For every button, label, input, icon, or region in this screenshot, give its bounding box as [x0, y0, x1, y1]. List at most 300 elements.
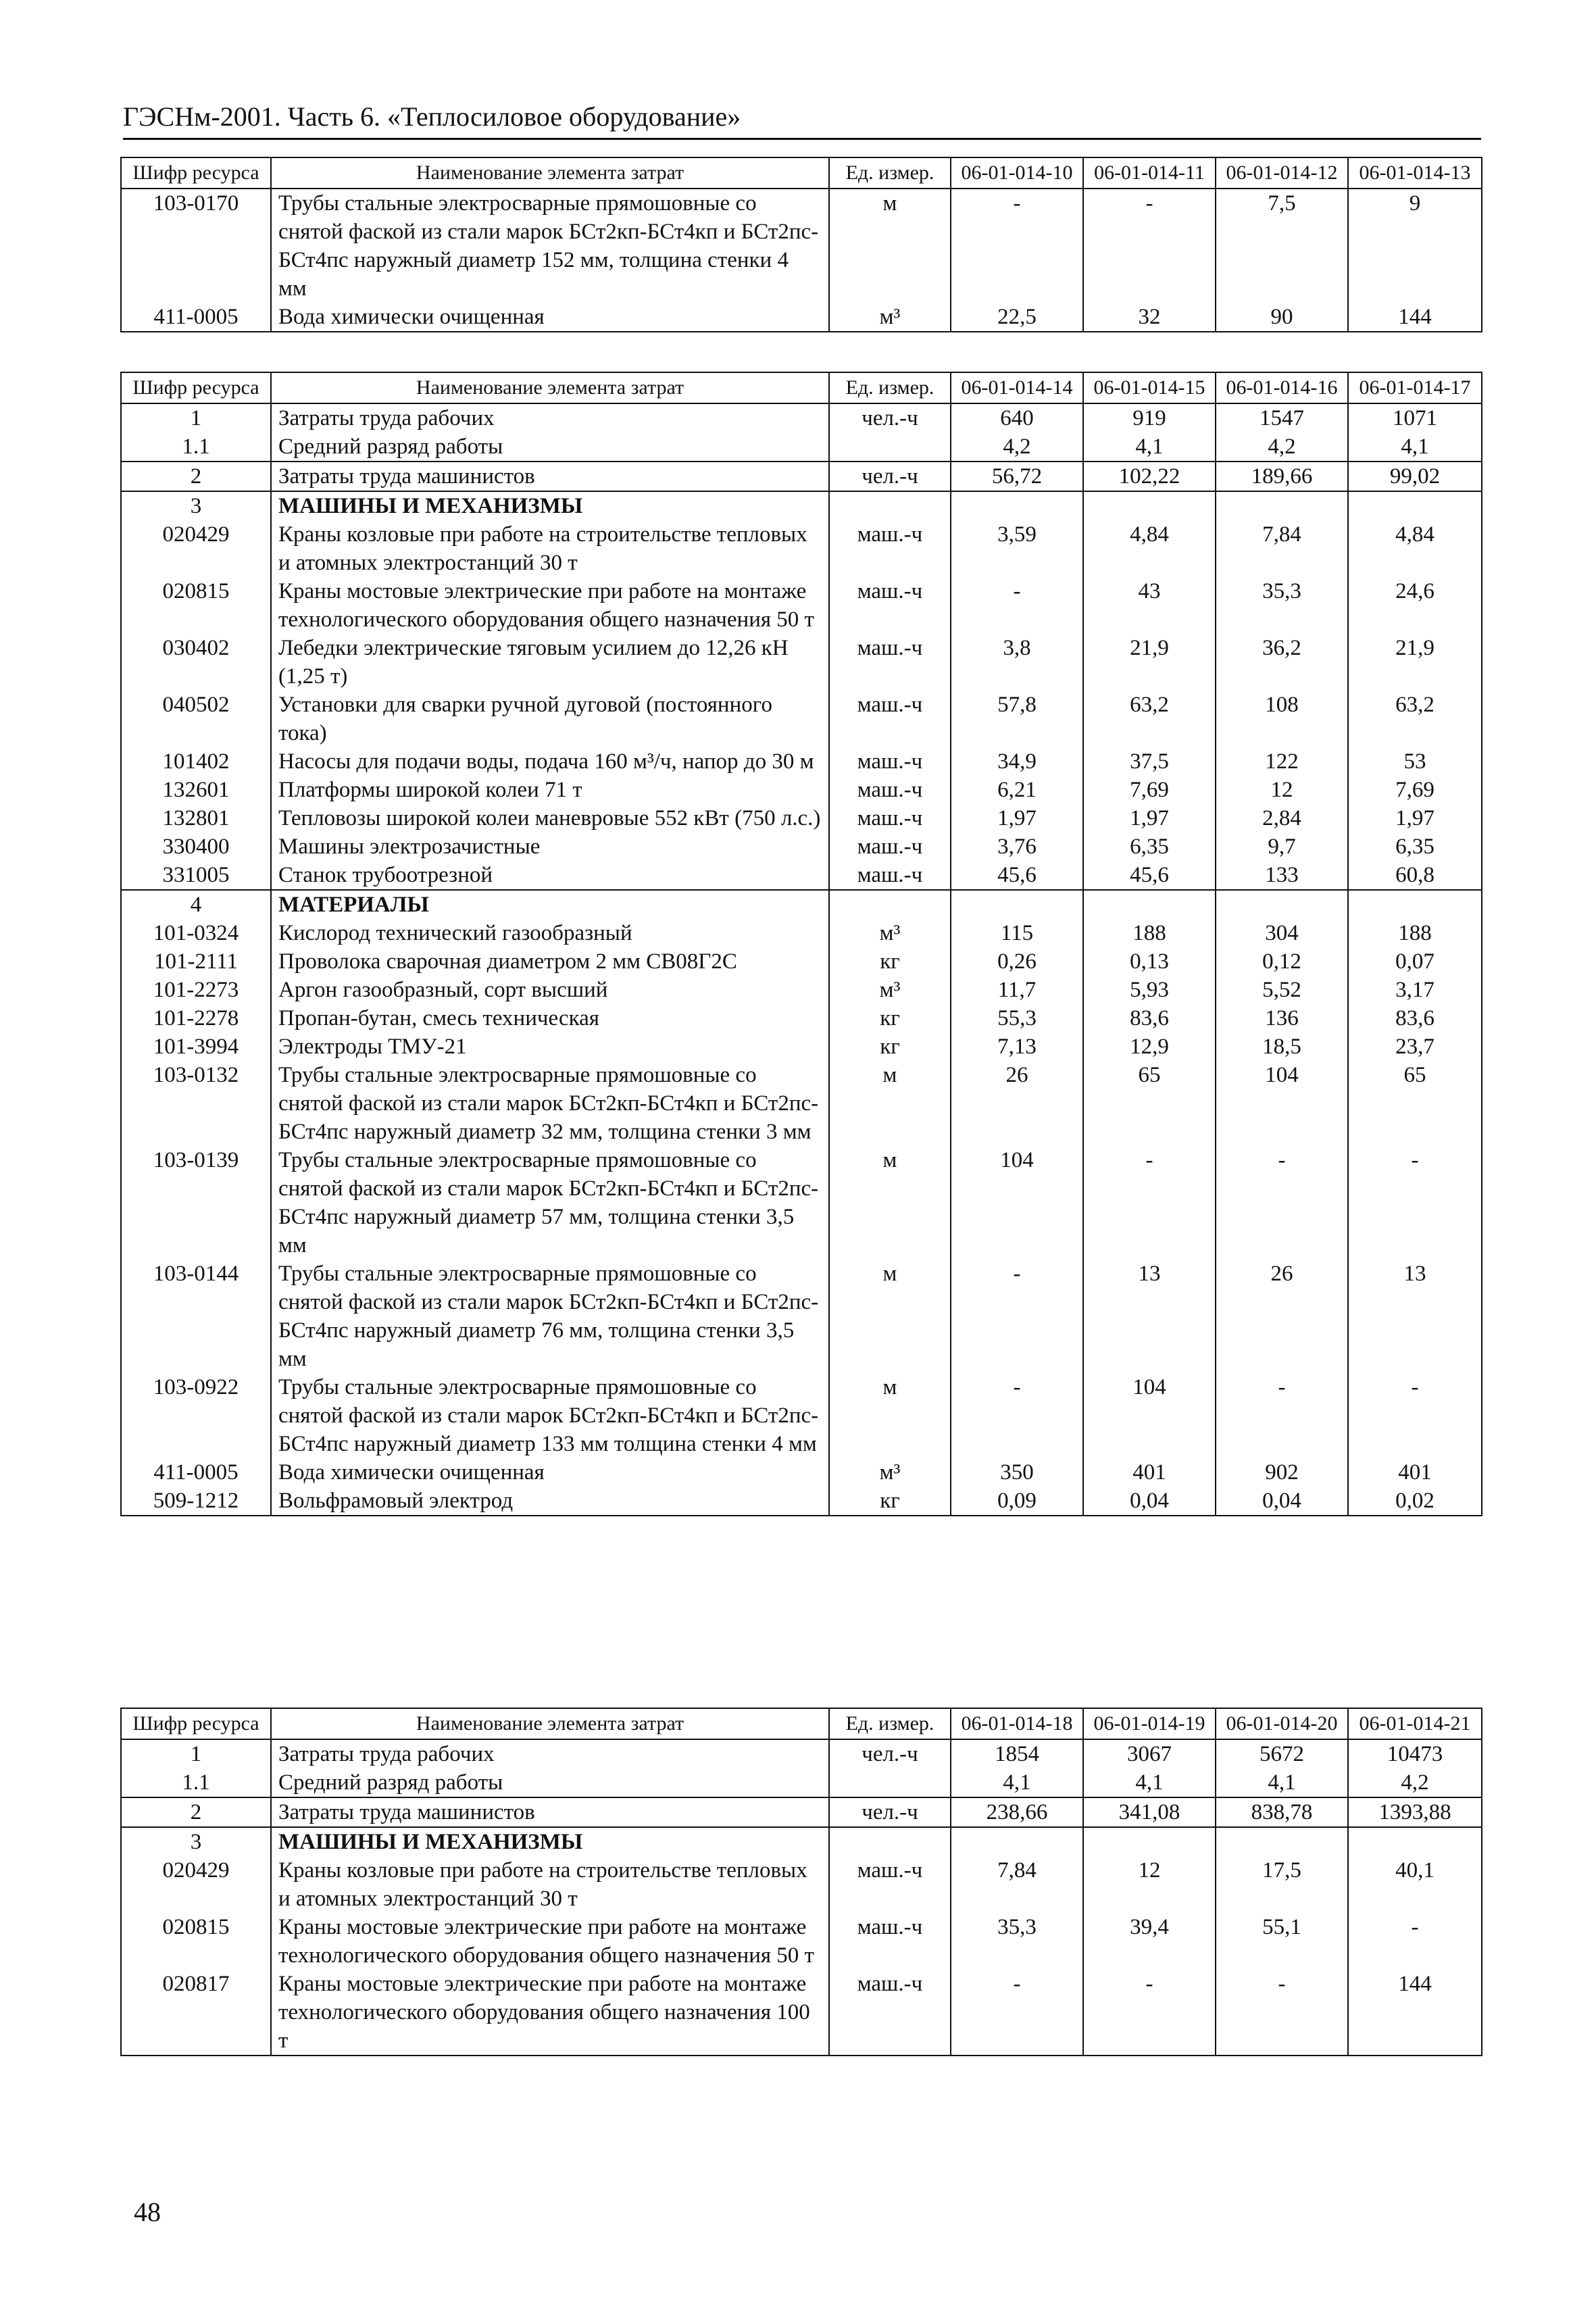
- value-cell: 902: [1216, 1458, 1348, 1487]
- value-cell: 4,1: [951, 1768, 1083, 1797]
- value-cell: 1,97: [1083, 804, 1216, 832]
- value-cell: 7,69: [1083, 776, 1216, 804]
- table-header-row: [121, 372, 1482, 403]
- unit-of-measure: кг: [829, 1487, 951, 1516]
- unit-of-measure: м: [829, 1260, 951, 1373]
- resource-code: 1: [121, 1739, 271, 1768]
- value-cell: 3067: [1083, 1739, 1216, 1768]
- table-row: [121, 747, 1482, 776]
- value-cell: 115: [951, 919, 1083, 947]
- value-cell: -: [1348, 1373, 1482, 1458]
- value-cell: [1348, 1827, 1482, 1856]
- resource-code: 020429: [121, 520, 271, 577]
- value-cell: 65: [1083, 1061, 1216, 1146]
- value-cell: 7,84: [951, 1856, 1083, 1913]
- value-cell: -: [1083, 1146, 1216, 1260]
- unit-of-measure: чел.-ч: [829, 462, 951, 491]
- value-cell: 83,6: [1348, 1004, 1482, 1032]
- resource-name: Вода химически очищенная: [271, 303, 829, 332]
- value-cell: [951, 890, 1083, 919]
- resource-name: Затраты труда рабочих: [271, 403, 829, 432]
- header-col: 06-01-014-19: [1083, 1708, 1216, 1739]
- value-cell: 32: [1083, 303, 1216, 332]
- table-row: [121, 303, 1482, 332]
- table-header-row: [121, 1708, 1482, 1739]
- value-cell: 11,7: [951, 976, 1083, 1004]
- resource-code: 509-1212: [121, 1487, 271, 1516]
- value-cell: 21,9: [1083, 634, 1216, 691]
- unit-of-measure: маш.-ч: [829, 1856, 951, 1913]
- value-cell: 108: [1216, 691, 1348, 747]
- value-cell: -: [1216, 1373, 1348, 1458]
- value-cell: 9,7: [1216, 832, 1348, 861]
- header-unit: Ед. измер.: [829, 157, 951, 189]
- resource-code: 331005: [121, 861, 271, 890]
- value-cell: 104: [951, 1146, 1083, 1260]
- value-cell: -: [1348, 1146, 1482, 1260]
- header-col: 06-01-014-17: [1348, 372, 1482, 403]
- value-cell: -: [951, 1373, 1083, 1458]
- value-cell: 122: [1216, 747, 1348, 776]
- value-cell: 4,84: [1348, 520, 1482, 577]
- resource-code: 101402: [121, 747, 271, 776]
- table-row: [121, 776, 1482, 804]
- resource-code: 1.1: [121, 432, 271, 462]
- value-cell: 83,6: [1083, 1004, 1216, 1032]
- value-cell: 2,84: [1216, 804, 1348, 832]
- value-cell: 3,59: [951, 520, 1083, 577]
- value-cell: [1216, 1827, 1348, 1856]
- value-cell: 6,35: [1348, 832, 1482, 861]
- value-cell: 136: [1216, 1004, 1348, 1032]
- value-cell: 304: [1216, 919, 1348, 947]
- value-cell: -: [951, 577, 1083, 634]
- header-col: 06-01-014-11: [1083, 157, 1216, 189]
- value-cell: 3,76: [951, 832, 1083, 861]
- resource-code: 3: [121, 1827, 271, 1856]
- table-row: [121, 1739, 1482, 1768]
- value-cell: 90: [1216, 303, 1348, 332]
- header-col: 06-01-014-10: [951, 157, 1083, 189]
- resource-name: Платформы широкой колеи 71 т: [271, 776, 829, 804]
- unit-of-measure: м³: [829, 1458, 951, 1487]
- resource-name: Вольфрамовый электрод: [271, 1487, 829, 1516]
- value-cell: 144: [1348, 1970, 1482, 2056]
- table-row: [121, 432, 1482, 462]
- table-row: [121, 1458, 1482, 1487]
- value-cell: 13: [1348, 1260, 1482, 1373]
- value-cell: 10473: [1348, 1739, 1482, 1768]
- value-cell: 3,17: [1348, 976, 1482, 1004]
- unit-of-measure: кг: [829, 1004, 951, 1032]
- table-row: [121, 403, 1482, 432]
- table-row: [121, 1373, 1482, 1458]
- resource-code: 132601: [121, 776, 271, 804]
- resource-name: Трубы стальные электросварные прямошовные со снятой фаской из стали марок БСт2кп-БСт4кп и БСт2пс-БСт4пс наружный диаметр 76 мм, толщина стенки 3,5 мм: [271, 1260, 829, 1373]
- header-unit: Ед. измер.: [829, 372, 951, 403]
- value-cell: 60,8: [1348, 861, 1482, 890]
- value-cell: [1348, 491, 1482, 520]
- table-row: [121, 1913, 1482, 1970]
- resource-code: 101-2278: [121, 1004, 271, 1032]
- value-cell: [1083, 1827, 1216, 1856]
- table-row: [121, 947, 1482, 976]
- resource-code: 030402: [121, 634, 271, 691]
- value-cell: 4,1: [1083, 432, 1216, 462]
- resource-name: Установки для сварки ручной дуговой (постоянного тока): [271, 691, 829, 747]
- value-cell: 838,78: [1216, 1797, 1348, 1827]
- resource-code: 2: [121, 1797, 271, 1827]
- value-cell: 21,9: [1348, 634, 1482, 691]
- resource-name: Аргон газообразный, сорт высший: [271, 976, 829, 1004]
- unit-of-measure: м³: [829, 976, 951, 1004]
- value-cell: 1547: [1216, 403, 1348, 432]
- unit-of-measure: маш.-ч: [829, 747, 951, 776]
- value-cell: 22,5: [951, 303, 1083, 332]
- value-cell: 35,3: [951, 1913, 1083, 1970]
- unit-of-measure: [829, 491, 951, 520]
- resource-name: Тепловозы широкой колеи маневровые 552 кВт (750 л.с.): [271, 804, 829, 832]
- table-row: [121, 919, 1482, 947]
- unit-of-measure: маш.-ч: [829, 1970, 951, 2056]
- header-col: 06-01-014-15: [1083, 372, 1216, 403]
- resource-table-2: [120, 372, 1482, 1516]
- header-code: Шифр ресурса: [121, 157, 271, 189]
- value-cell: -: [1083, 1970, 1216, 2056]
- value-cell: 0,07: [1348, 947, 1482, 976]
- resource-name: Вода химически очищенная: [271, 1458, 829, 1487]
- resource-name: МАТЕРИАЛЫ: [271, 890, 829, 919]
- resource-name: Краны мостовые электрические при работе на монтаже технологического оборудования общего назначения 50 т: [271, 1913, 829, 1970]
- resource-code: 020817: [121, 1970, 271, 2056]
- value-cell: 4,2: [1348, 1768, 1482, 1797]
- header-code: Шифр ресурса: [121, 1708, 271, 1739]
- value-cell: 5,52: [1216, 976, 1348, 1004]
- table-row: [121, 1827, 1482, 1856]
- value-cell: 7,69: [1348, 776, 1482, 804]
- header-col: 06-01-014-14: [951, 372, 1083, 403]
- unit-of-measure: чел.-ч: [829, 403, 951, 432]
- value-cell: 36,2: [1216, 634, 1348, 691]
- table-row: [121, 1146, 1482, 1260]
- table-row: [121, 1260, 1482, 1373]
- value-cell: 350: [951, 1458, 1083, 1487]
- page-number: 48: [134, 2197, 161, 2227]
- value-cell: 3,8: [951, 634, 1083, 691]
- value-cell: 56,72: [951, 462, 1083, 491]
- unit-of-measure: [829, 890, 951, 919]
- resource-name: Затраты труда рабочих: [271, 1739, 829, 1768]
- value-cell: 0,04: [1216, 1487, 1348, 1516]
- value-cell: 401: [1348, 1458, 1482, 1487]
- resource-code: 103-0170: [121, 189, 271, 303]
- value-cell: 919: [1083, 403, 1216, 432]
- value-cell: 4,1: [1083, 1768, 1216, 1797]
- unit-of-measure: [829, 1827, 951, 1856]
- value-cell: 6,35: [1083, 832, 1216, 861]
- value-cell: 39,4: [1083, 1913, 1216, 1970]
- resource-code: 103-0132: [121, 1061, 271, 1146]
- value-cell: 0,12: [1216, 947, 1348, 976]
- page-header-title: ГЭСНм-2001. Часть 6. «Теплосиловое оборудование»: [123, 100, 1481, 140]
- resource-name: Электроды ТМУ-21: [271, 1032, 829, 1061]
- resource-name: Средний разряд работы: [271, 432, 829, 462]
- value-cell: 189,66: [1216, 462, 1348, 491]
- resource-name: Краны мостовые электрические при работе на монтаже технологического оборудования общего назначения 50 т: [271, 577, 829, 634]
- table-row: [121, 189, 1482, 303]
- value-cell: 4,2: [1216, 432, 1348, 462]
- resource-code: 132801: [121, 804, 271, 832]
- header-col: 06-01-014-21: [1348, 1708, 1482, 1739]
- resource-name: Краны козловые при работе на строительстве тепловых и атомных электростанций 30 т: [271, 520, 829, 577]
- value-cell: 238,66: [951, 1797, 1083, 1827]
- resource-code: 103-0139: [121, 1146, 271, 1260]
- value-cell: 57,8: [951, 691, 1083, 747]
- resource-name: Затраты труда машинистов: [271, 462, 829, 491]
- table-row: [121, 832, 1482, 861]
- unit-of-measure: м: [829, 1061, 951, 1146]
- resource-code: 020815: [121, 1913, 271, 1970]
- resource-table-3: [120, 1708, 1482, 2056]
- resource-code: 020815: [121, 577, 271, 634]
- resource-name: Средний разряд работы: [271, 1768, 829, 1797]
- value-cell: 63,2: [1348, 691, 1482, 747]
- value-cell: 5,93: [1083, 976, 1216, 1004]
- unit-of-measure: маш.-ч: [829, 804, 951, 832]
- value-cell: 7,84: [1216, 520, 1348, 577]
- header-name: Наименование элемента затрат: [271, 372, 829, 403]
- value-cell: 188: [1083, 919, 1216, 947]
- value-cell: 102,22: [1083, 462, 1216, 491]
- table-row: [121, 1487, 1482, 1516]
- resource-code: 1: [121, 403, 271, 432]
- unit-of-measure: маш.-ч: [829, 861, 951, 890]
- value-cell: [1348, 890, 1482, 919]
- table-row: [121, 890, 1482, 919]
- value-cell: 43: [1083, 577, 1216, 634]
- value-cell: -: [1348, 1913, 1482, 1970]
- value-cell: 12: [1216, 776, 1348, 804]
- resource-code: 101-2111: [121, 947, 271, 976]
- unit-of-measure: маш.-ч: [829, 691, 951, 747]
- resource-name: Станок трубоотрезной: [271, 861, 829, 890]
- resource-name: Лебедки электрические тяговым усилием до 12,26 кН (1,25 т): [271, 634, 829, 691]
- unit-of-measure: м: [829, 1373, 951, 1458]
- table-row: [121, 1970, 1482, 2056]
- unit-of-measure: чел.-ч: [829, 1797, 951, 1827]
- value-cell: 34,9: [951, 747, 1083, 776]
- resource-name: Проволока сварочная диаметром 2 мм СВ08Г2С: [271, 947, 829, 976]
- resource-code: 3: [121, 491, 271, 520]
- header-code: Шифр ресурса: [121, 372, 271, 403]
- table-row: [121, 1061, 1482, 1146]
- value-cell: 0,02: [1348, 1487, 1482, 1516]
- unit-of-measure: маш.-ч: [829, 776, 951, 804]
- value-cell: 1,97: [1348, 804, 1482, 832]
- table-row: [121, 1032, 1482, 1061]
- resource-code: 103-0922: [121, 1373, 271, 1458]
- table-row: [121, 976, 1482, 1004]
- value-cell: [1216, 890, 1348, 919]
- value-cell: 341,08: [1083, 1797, 1216, 1827]
- table-row: [121, 634, 1482, 691]
- resource-code: 2: [121, 462, 271, 491]
- table-row: [121, 804, 1482, 832]
- resource-code: 1.1: [121, 1768, 271, 1797]
- value-cell: 4,1: [1348, 432, 1482, 462]
- value-cell: 6,21: [951, 776, 1083, 804]
- value-cell: 26: [1216, 1260, 1348, 1373]
- value-cell: 9: [1348, 189, 1482, 303]
- value-cell: [951, 1827, 1083, 1856]
- value-cell: 4,2: [951, 432, 1083, 462]
- header-col: 06-01-014-16: [1216, 372, 1348, 403]
- resource-name: Краны козловые при работе на строительстве тепловых и атомных электростанций 30 т: [271, 1856, 829, 1913]
- unit-of-measure: маш.-ч: [829, 1913, 951, 1970]
- value-cell: 5672: [1216, 1739, 1348, 1768]
- value-cell: 7,13: [951, 1032, 1083, 1061]
- value-cell: 0,09: [951, 1487, 1083, 1516]
- resource-name: Насосы для подачи воды, подача 160 м³/ч, напор до 30 м: [271, 747, 829, 776]
- unit-of-measure: маш.-ч: [829, 520, 951, 577]
- value-cell: -: [1083, 189, 1216, 303]
- resource-code: 020429: [121, 1856, 271, 1913]
- value-cell: 45,6: [951, 861, 1083, 890]
- value-cell: 188: [1348, 919, 1482, 947]
- value-cell: 24,6: [1348, 577, 1482, 634]
- unit-of-measure: маш.-ч: [829, 634, 951, 691]
- resource-code: 040502: [121, 691, 271, 747]
- value-cell: 65: [1348, 1061, 1482, 1146]
- value-cell: 17,5: [1216, 1856, 1348, 1913]
- header-name: Наименование элемента затрат: [271, 157, 829, 189]
- header-col: 06-01-014-13: [1348, 157, 1482, 189]
- value-cell: -: [1216, 1970, 1348, 2056]
- resource-code: 330400: [121, 832, 271, 861]
- value-cell: 0,13: [1083, 947, 1216, 976]
- unit-of-measure: кг: [829, 1032, 951, 1061]
- value-cell: [1216, 491, 1348, 520]
- value-cell: 1854: [951, 1739, 1083, 1768]
- resource-code: 103-0144: [121, 1260, 271, 1373]
- header-col: 06-01-014-20: [1216, 1708, 1348, 1739]
- resource-name: Затраты труда машинистов: [271, 1797, 829, 1827]
- value-cell: 26: [951, 1061, 1083, 1146]
- resource-name: Трубы стальные электросварные прямошовные со снятой фаской из стали марок БСт2кп-БСт4кп и БСт2пс-БСт4пс наружный диаметр 57 мм, толщина стенки 3,5 мм: [271, 1146, 829, 1260]
- value-cell: 144: [1348, 303, 1482, 332]
- value-cell: 1,97: [951, 804, 1083, 832]
- table-row: [121, 491, 1482, 520]
- value-cell: 104: [1083, 1373, 1216, 1458]
- unit-of-measure: чел.-ч: [829, 1739, 951, 1768]
- resource-code: 101-2273: [121, 976, 271, 1004]
- unit-of-measure: маш.-ч: [829, 832, 951, 861]
- value-cell: 640: [951, 403, 1083, 432]
- value-cell: 4,84: [1083, 520, 1216, 577]
- resource-code: 4: [121, 890, 271, 919]
- value-cell: -: [1216, 1146, 1348, 1260]
- table-row: [121, 1856, 1482, 1913]
- value-cell: 104: [1216, 1061, 1348, 1146]
- value-cell: 7,5: [1216, 189, 1348, 303]
- value-cell: 40,1: [1348, 1856, 1482, 1913]
- value-cell: 133: [1216, 861, 1348, 890]
- resource-code: 411-0005: [121, 1458, 271, 1487]
- value-cell: 0,04: [1083, 1487, 1216, 1516]
- value-cell: 12,9: [1083, 1032, 1216, 1061]
- unit-of-measure: м³: [829, 919, 951, 947]
- value-cell: 35,3: [1216, 577, 1348, 634]
- value-cell: [1083, 491, 1216, 520]
- header-col: 06-01-014-12: [1216, 157, 1348, 189]
- table-row: [121, 861, 1482, 890]
- resource-name: Пропан-бутан, смесь техническая: [271, 1004, 829, 1032]
- header-col: 06-01-014-18: [951, 1708, 1083, 1739]
- value-cell: 63,2: [1083, 691, 1216, 747]
- resource-name: Трубы стальные электросварные прямошовные со снятой фаской из стали марок БСт2кп-БСт4кп и БСт2пс-БСт4пс наружный диаметр 152 мм, толщина стенки 4 мм: [271, 189, 829, 303]
- resource-name: Машины электрозачистные: [271, 832, 829, 861]
- unit-of-measure: м: [829, 1146, 951, 1260]
- value-cell: 99,02: [1348, 462, 1482, 491]
- value-cell: 0,26: [951, 947, 1083, 976]
- value-cell: 45,6: [1083, 861, 1216, 890]
- table-row: [121, 1768, 1482, 1797]
- value-cell: 1393,88: [1348, 1797, 1482, 1827]
- value-cell: [951, 491, 1083, 520]
- value-cell: 4,1: [1216, 1768, 1348, 1797]
- table-row: [121, 1004, 1482, 1032]
- value-cell: 1071: [1348, 403, 1482, 432]
- unit-of-measure: м³: [829, 303, 951, 332]
- table-row: [121, 462, 1482, 491]
- unit-of-measure: м: [829, 189, 951, 303]
- value-cell: -: [951, 1970, 1083, 2056]
- resource-name: Трубы стальные электросварные прямошовные со снятой фаской из стали марок БСт2кп-БСт4кп и БСт2пс-БСт4пс наружный диаметр 32 мм, толщина стенки 3 мм: [271, 1061, 829, 1146]
- value-cell: 18,5: [1216, 1032, 1348, 1061]
- value-cell: 55,1: [1216, 1913, 1348, 1970]
- resource-name: МАШИНЫ И МЕХАНИЗМЫ: [271, 491, 829, 520]
- resource-name: Трубы стальные электросварные прямошовные со снятой фаской из стали марок БСт2кп-БСт4кп и БСт2пс-БСт4пс наружный диаметр 133 мм толщина стенки 4 мм: [271, 1373, 829, 1458]
- value-cell: 12: [1083, 1856, 1216, 1913]
- resource-table-1: [120, 157, 1482, 332]
- unit-of-measure: [829, 1768, 951, 1797]
- value-cell: 37,5: [1083, 747, 1216, 776]
- value-cell: -: [951, 189, 1083, 303]
- resource-code: 101-3994: [121, 1032, 271, 1061]
- resource-name: МАШИНЫ И МЕХАНИЗМЫ: [271, 1827, 829, 1856]
- resource-code: 411-0005: [121, 303, 271, 332]
- table-row: [121, 577, 1482, 634]
- value-cell: -: [951, 1260, 1083, 1373]
- resource-code: 101-0324: [121, 919, 271, 947]
- value-cell: 55,3: [951, 1004, 1083, 1032]
- table-row: [121, 691, 1482, 747]
- header-name: Наименование элемента затрат: [271, 1708, 829, 1739]
- value-cell: 13: [1083, 1260, 1216, 1373]
- value-cell: 53: [1348, 747, 1482, 776]
- unit-of-measure: [829, 432, 951, 462]
- resource-name: Краны мостовые электрические при работе на монтаже технологического оборудования общего назначения 100 т: [271, 1970, 829, 2056]
- table-row: [121, 1797, 1482, 1827]
- unit-of-measure: кг: [829, 947, 951, 976]
- table-row: [121, 520, 1482, 577]
- resource-name: Кислород технический газообразный: [271, 919, 829, 947]
- value-cell: 23,7: [1348, 1032, 1482, 1061]
- value-cell: [1083, 890, 1216, 919]
- unit-of-measure: маш.-ч: [829, 577, 951, 634]
- header-unit: Ед. измер.: [829, 1708, 951, 1739]
- value-cell: 401: [1083, 1458, 1216, 1487]
